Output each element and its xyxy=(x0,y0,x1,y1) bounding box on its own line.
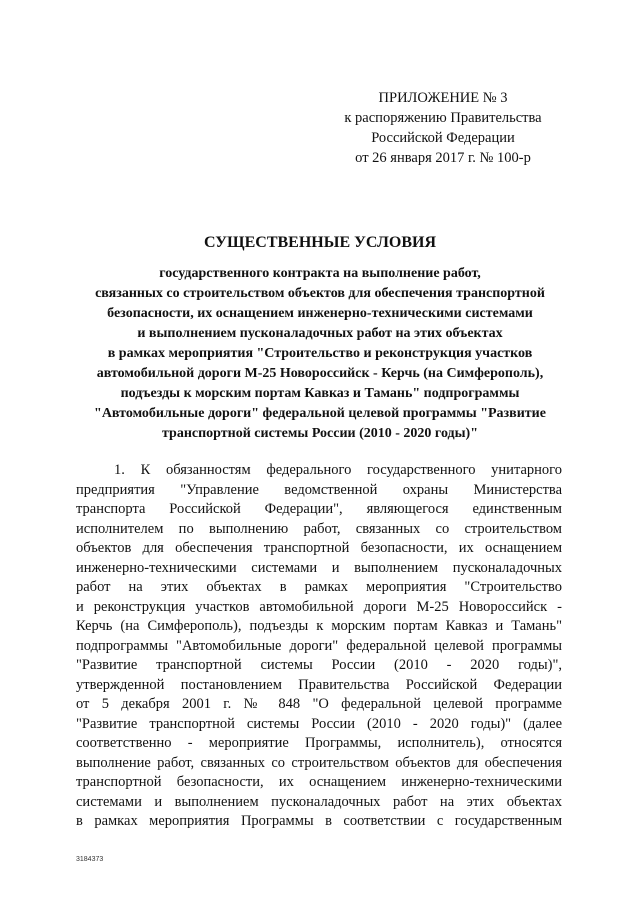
appendix-header xyxy=(330,88,556,168)
subtitle-line: безопасности, их оснащением инженерно-техническими системами xyxy=(107,306,533,321)
subtitle-line: и выполнением пусконаладочных работ на этих объектах xyxy=(137,326,503,341)
subtitle-line: подъезды к морским портам Кавказ и Тамань" подпрограммы xyxy=(120,386,520,401)
body-line: 1. К обязанностям федерального государственного унитарного xyxy=(114,462,562,478)
body-line: объектов для обеспечения транспортной безопасности, их оснащением xyxy=(76,540,562,556)
body-line: и реконструкция участков автомобильной дороги М-25 Новороссийск - xyxy=(76,598,562,615)
body-line: системами и выполнением пусконаладочных работ на этих объектах xyxy=(76,793,562,810)
document-title: СУЩЕСТВЕННЫЕ УСЛОВИЯ xyxy=(203,234,437,251)
body-line: транспортной безопасности, их оснащением инженерно-техническими xyxy=(76,774,562,790)
subtitle-line: в рамках мероприятия "Строительство и реконструкция участков xyxy=(107,346,533,361)
subtitle-line: транспортной системы России (2010 - 2020 годы)" xyxy=(162,426,478,441)
body-line: утвержденной постановлением Правительства Российской Федерации xyxy=(76,676,562,693)
appendix-reference: к распоряжению Правительства xyxy=(344,110,542,126)
body-line: выполнение работ, связанных со строительством объектов для обеспечения xyxy=(76,754,562,771)
body-paragraph xyxy=(76,461,562,832)
document-subtitle xyxy=(40,264,600,444)
subtitle-line: автомобильной дороги М-25 Новороссийск - Керчь (на Симферополь), xyxy=(96,366,544,381)
body-line: инженерно-техническими системами и выполнением пусконаладочных xyxy=(76,559,562,576)
body-line: транспорта Российской Федерации", являющегося единственным xyxy=(76,501,562,517)
body-line: исполнителем по выполнению работ, связанных со строительством xyxy=(76,520,562,537)
body-line: соответственно - мероприятие Программы, исполнитель), относятся xyxy=(76,735,562,751)
subtitle-line: "Автомобильные дороги" федеральной целевой программы "Развитие xyxy=(94,406,546,421)
body-line: работ на этих объектах в рамках мероприятия "Строительство xyxy=(76,579,562,595)
body-line: предприятия "Управление ведомственной охраны Министерства xyxy=(76,481,562,498)
body-line: от 5 декабря 2001 г. № 848 "О федеральной целевой программе xyxy=(76,696,562,712)
subtitle-line: государственного контракта на выполнение работ, xyxy=(159,266,481,281)
subtitle-line: связанных со строительством объектов для обеспечения транспортной xyxy=(95,286,545,301)
body-line: в рамках мероприятия Программы в соответствии с государственным xyxy=(76,813,562,829)
body-line: подпрограммы "Автомобильные дороги" федеральной целевой программы xyxy=(76,637,562,654)
body-line: "Развитие транспортной системы России (2010 - 2020 годы)", xyxy=(76,657,562,673)
appendix-date-number: от 26 января 2017 г. № 100-р xyxy=(355,150,531,166)
document-code: 3184373 xyxy=(76,856,104,863)
body-line: "Развитие транспортной системы России (2010 - 2020 годы)" (далее xyxy=(76,715,562,732)
body-line: Керчь (на Симферополь), подъезды к морским портам Кавказ и Тамань" xyxy=(76,618,562,634)
appendix-number: ПРИЛОЖЕНИЕ № 3 xyxy=(378,90,508,106)
appendix-issuer: Российской Федерации xyxy=(371,130,515,146)
